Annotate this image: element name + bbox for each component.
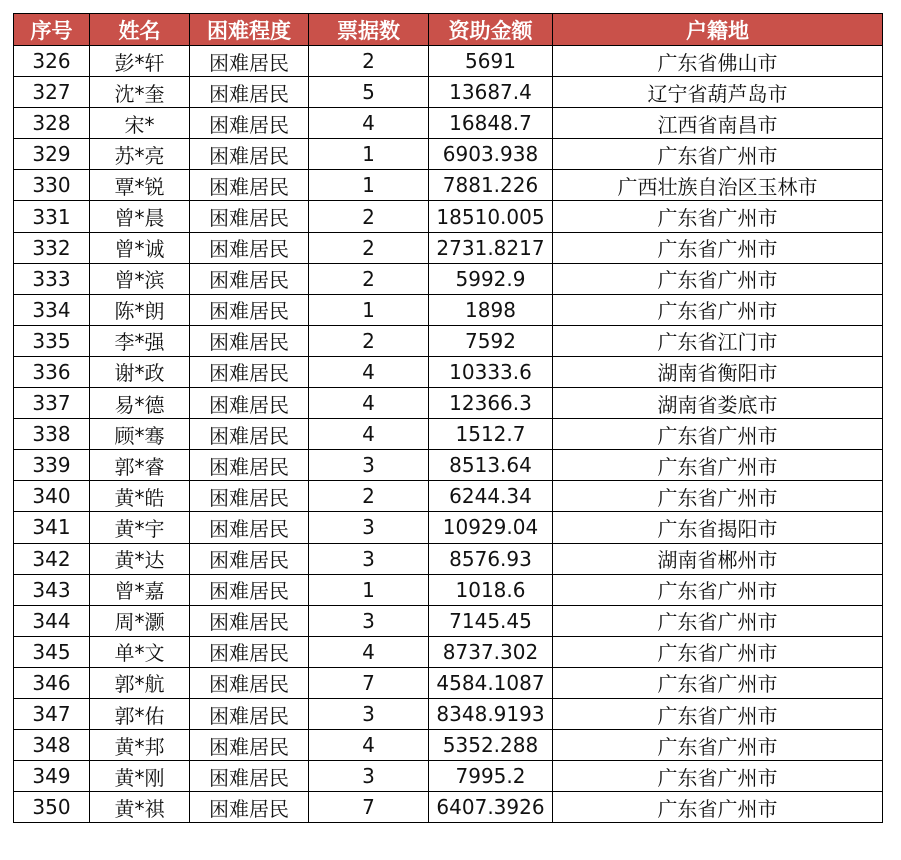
aid-amount-cell: 16848.7 bbox=[429, 108, 553, 139]
aid-amount-cell: 2731.8217 bbox=[429, 232, 553, 263]
table-row bbox=[14, 667, 883, 698]
serial-number-cell: 344 bbox=[14, 605, 90, 636]
receipt-count-cell: 1 bbox=[309, 139, 429, 170]
hardship-level-cell: 困难居民 bbox=[190, 450, 309, 481]
aid-amount-cell: 5691 bbox=[429, 46, 553, 77]
table-row bbox=[14, 419, 883, 450]
name-cell: 郭*航 bbox=[90, 667, 190, 698]
receipt-count-cell: 2 bbox=[309, 232, 429, 263]
header-serial-number: 序号 bbox=[14, 14, 90, 46]
aid-amount-cell: 8576.93 bbox=[429, 543, 553, 574]
aid-amount-cell: 1018.6 bbox=[429, 574, 553, 605]
header-aid-amount: 资助金额 bbox=[429, 14, 553, 46]
table-row bbox=[14, 388, 883, 419]
hardship-level-cell: 困难居民 bbox=[190, 419, 309, 450]
hardship-level-cell: 困难居民 bbox=[190, 356, 309, 387]
aid-amount-cell: 5992.9 bbox=[429, 263, 553, 294]
hardship-level-cell: 困难居民 bbox=[190, 512, 309, 543]
receipt-count-cell: 7 bbox=[309, 667, 429, 698]
serial-number-cell: 330 bbox=[14, 170, 90, 201]
receipt-count-cell: 2 bbox=[309, 201, 429, 232]
table-row bbox=[14, 512, 883, 543]
household-registration-cell: 湖南省郴州市 bbox=[553, 543, 883, 574]
table-row bbox=[14, 761, 883, 792]
aid-amount-cell: 4584.1087 bbox=[429, 667, 553, 698]
table-row bbox=[14, 481, 883, 512]
header-name: 姓名 bbox=[90, 14, 190, 46]
header-household-registration: 户籍地 bbox=[553, 14, 883, 46]
receipt-count-cell: 2 bbox=[309, 46, 429, 77]
name-cell: 黄*祺 bbox=[90, 792, 190, 823]
name-cell: 谢*政 bbox=[90, 356, 190, 387]
serial-number-cell: 338 bbox=[14, 419, 90, 450]
table-header bbox=[14, 14, 883, 46]
name-cell: 周*灏 bbox=[90, 605, 190, 636]
hardship-level-cell: 困难居民 bbox=[190, 543, 309, 574]
aid-amount-cell: 8513.64 bbox=[429, 450, 553, 481]
hardship-level-cell: 困难居民 bbox=[190, 170, 309, 201]
name-cell: 黄*达 bbox=[90, 543, 190, 574]
household-registration-cell: 广西壮族自治区玉林市 bbox=[553, 170, 883, 201]
aid-amount-cell: 8348.9193 bbox=[429, 698, 553, 729]
serial-number-cell: 327 bbox=[14, 77, 90, 108]
aid-recipient-table bbox=[13, 13, 883, 823]
table-row bbox=[14, 170, 883, 201]
receipt-count-cell: 2 bbox=[309, 325, 429, 356]
receipt-count-cell: 4 bbox=[309, 356, 429, 387]
receipt-count-cell: 3 bbox=[309, 761, 429, 792]
table-body bbox=[14, 46, 883, 823]
household-registration-cell: 广东省广州市 bbox=[553, 605, 883, 636]
receipt-count-cell: 3 bbox=[309, 698, 429, 729]
header-hardship-level: 困难程度 bbox=[190, 14, 309, 46]
aid-amount-cell: 7145.45 bbox=[429, 605, 553, 636]
receipt-count-cell: 4 bbox=[309, 419, 429, 450]
name-cell: 覃*锐 bbox=[90, 170, 190, 201]
name-cell: 黄*皓 bbox=[90, 481, 190, 512]
household-registration-cell: 辽宁省葫芦岛市 bbox=[553, 77, 883, 108]
name-cell: 彭*轩 bbox=[90, 46, 190, 77]
hardship-level-cell: 困难居民 bbox=[190, 388, 309, 419]
hardship-level-cell: 困难居民 bbox=[190, 481, 309, 512]
hardship-level-cell: 困难居民 bbox=[190, 232, 309, 263]
name-cell: 单*文 bbox=[90, 636, 190, 667]
hardship-level-cell: 困难居民 bbox=[190, 139, 309, 170]
table-row bbox=[14, 325, 883, 356]
aid-amount-cell: 7995.2 bbox=[429, 761, 553, 792]
aid-amount-cell: 10929.04 bbox=[429, 512, 553, 543]
name-cell: 曾*诚 bbox=[90, 232, 190, 263]
name-cell: 宋* bbox=[90, 108, 190, 139]
table-row bbox=[14, 356, 883, 387]
receipt-count-cell: 1 bbox=[309, 294, 429, 325]
hardship-level-cell: 困难居民 bbox=[190, 46, 309, 77]
household-registration-cell: 广东省广州市 bbox=[553, 698, 883, 729]
aid-amount-cell: 7592 bbox=[429, 325, 553, 356]
household-registration-cell: 广东省广州市 bbox=[553, 667, 883, 698]
serial-number-cell: 341 bbox=[14, 512, 90, 543]
table-row bbox=[14, 543, 883, 574]
receipt-count-cell: 5 bbox=[309, 77, 429, 108]
receipt-count-cell: 3 bbox=[309, 605, 429, 636]
receipt-count-cell: 7 bbox=[309, 792, 429, 823]
aid-amount-cell: 12366.3 bbox=[429, 388, 553, 419]
serial-number-cell: 343 bbox=[14, 574, 90, 605]
serial-number-cell: 337 bbox=[14, 388, 90, 419]
hardship-level-cell: 困难居民 bbox=[190, 792, 309, 823]
receipt-count-cell: 1 bbox=[309, 574, 429, 605]
household-registration-cell: 广东省广州市 bbox=[553, 294, 883, 325]
name-cell: 曾*嘉 bbox=[90, 574, 190, 605]
name-cell: 易*德 bbox=[90, 388, 190, 419]
receipt-count-cell: 4 bbox=[309, 388, 429, 419]
serial-number-cell: 346 bbox=[14, 667, 90, 698]
serial-number-cell: 335 bbox=[14, 325, 90, 356]
aid-amount-cell: 10333.6 bbox=[429, 356, 553, 387]
table-row bbox=[14, 77, 883, 108]
table-row bbox=[14, 263, 883, 294]
aid-amount-cell: 1898 bbox=[429, 294, 553, 325]
household-registration-cell: 广东省广州市 bbox=[553, 450, 883, 481]
household-registration-cell: 湖南省娄底市 bbox=[553, 388, 883, 419]
name-cell: 黄*邦 bbox=[90, 730, 190, 761]
hardship-level-cell: 困难居民 bbox=[190, 698, 309, 729]
household-registration-cell: 广东省佛山市 bbox=[553, 46, 883, 77]
aid-amount-cell: 8737.302 bbox=[429, 636, 553, 667]
serial-number-cell: 349 bbox=[14, 761, 90, 792]
name-cell: 顾*骞 bbox=[90, 419, 190, 450]
serial-number-cell: 342 bbox=[14, 543, 90, 574]
name-cell: 黄*宇 bbox=[90, 512, 190, 543]
hardship-level-cell: 困难居民 bbox=[190, 761, 309, 792]
serial-number-cell: 339 bbox=[14, 450, 90, 481]
aid-amount-cell: 18510.005 bbox=[429, 201, 553, 232]
table-row bbox=[14, 46, 883, 77]
name-cell: 曾*滨 bbox=[90, 263, 190, 294]
aid-amount-cell: 6903.938 bbox=[429, 139, 553, 170]
header-row bbox=[14, 14, 883, 46]
aid-amount-cell: 6244.34 bbox=[429, 481, 553, 512]
table-row bbox=[14, 730, 883, 761]
table-row bbox=[14, 698, 883, 729]
hardship-level-cell: 困难居民 bbox=[190, 667, 309, 698]
serial-number-cell: 326 bbox=[14, 46, 90, 77]
table-row bbox=[14, 139, 883, 170]
hardship-level-cell: 困难居民 bbox=[190, 201, 309, 232]
receipt-count-cell: 2 bbox=[309, 263, 429, 294]
household-registration-cell: 广东省广州市 bbox=[553, 636, 883, 667]
name-cell: 陈*朗 bbox=[90, 294, 190, 325]
hardship-level-cell: 困难居民 bbox=[190, 325, 309, 356]
serial-number-cell: 348 bbox=[14, 730, 90, 761]
household-registration-cell: 广东省广州市 bbox=[553, 481, 883, 512]
aid-amount-cell: 6407.3926 bbox=[429, 792, 553, 823]
serial-number-cell: 329 bbox=[14, 139, 90, 170]
household-registration-cell: 广东省广州市 bbox=[553, 761, 883, 792]
hardship-level-cell: 困难居民 bbox=[190, 77, 309, 108]
name-cell: 苏*亮 bbox=[90, 139, 190, 170]
household-registration-cell: 广东省广州市 bbox=[553, 792, 883, 823]
household-registration-cell: 广东省江门市 bbox=[553, 325, 883, 356]
serial-number-cell: 336 bbox=[14, 356, 90, 387]
table-row bbox=[14, 574, 883, 605]
serial-number-cell: 328 bbox=[14, 108, 90, 139]
hardship-level-cell: 困难居民 bbox=[190, 263, 309, 294]
name-cell: 曾*晨 bbox=[90, 201, 190, 232]
header-receipt-count: 票据数 bbox=[309, 14, 429, 46]
name-cell: 郭*佑 bbox=[90, 698, 190, 729]
receipt-count-cell: 3 bbox=[309, 512, 429, 543]
receipt-count-cell: 3 bbox=[309, 543, 429, 574]
aid-amount-cell: 1512.7 bbox=[429, 419, 553, 450]
table-row bbox=[14, 636, 883, 667]
table-row bbox=[14, 792, 883, 823]
hardship-level-cell: 困难居民 bbox=[190, 108, 309, 139]
name-cell: 郭*睿 bbox=[90, 450, 190, 481]
serial-number-cell: 331 bbox=[14, 201, 90, 232]
table-row bbox=[14, 232, 883, 263]
serial-number-cell: 333 bbox=[14, 263, 90, 294]
household-registration-cell: 广东省广州市 bbox=[553, 419, 883, 450]
household-registration-cell: 广东省广州市 bbox=[553, 139, 883, 170]
receipt-count-cell: 1 bbox=[309, 170, 429, 201]
name-cell: 沈*奎 bbox=[90, 77, 190, 108]
serial-number-cell: 332 bbox=[14, 232, 90, 263]
hardship-level-cell: 困难居民 bbox=[190, 294, 309, 325]
receipt-count-cell: 3 bbox=[309, 450, 429, 481]
receipt-count-cell: 4 bbox=[309, 636, 429, 667]
table-row bbox=[14, 201, 883, 232]
serial-number-cell: 340 bbox=[14, 481, 90, 512]
aid-amount-cell: 13687.4 bbox=[429, 77, 553, 108]
name-cell: 黄*刚 bbox=[90, 761, 190, 792]
household-registration-cell: 广东省广州市 bbox=[553, 730, 883, 761]
hardship-level-cell: 困难居民 bbox=[190, 730, 309, 761]
household-registration-cell: 广东省广州市 bbox=[553, 232, 883, 263]
name-cell: 李*强 bbox=[90, 325, 190, 356]
household-registration-cell: 广东省广州市 bbox=[553, 201, 883, 232]
table-row bbox=[14, 108, 883, 139]
receipt-count-cell: 4 bbox=[309, 108, 429, 139]
household-registration-cell: 江西省南昌市 bbox=[553, 108, 883, 139]
serial-number-cell: 347 bbox=[14, 698, 90, 729]
serial-number-cell: 334 bbox=[14, 294, 90, 325]
table-row bbox=[14, 294, 883, 325]
hardship-level-cell: 困难居民 bbox=[190, 605, 309, 636]
serial-number-cell: 345 bbox=[14, 636, 90, 667]
receipt-count-cell: 2 bbox=[309, 481, 429, 512]
household-registration-cell: 广东省揭阳市 bbox=[553, 512, 883, 543]
household-registration-cell: 广东省广州市 bbox=[553, 263, 883, 294]
serial-number-cell: 350 bbox=[14, 792, 90, 823]
aid-amount-cell: 5352.288 bbox=[429, 730, 553, 761]
aid-amount-cell: 7881.226 bbox=[429, 170, 553, 201]
table-row bbox=[14, 605, 883, 636]
hardship-level-cell: 困难居民 bbox=[190, 636, 309, 667]
table-row bbox=[14, 450, 883, 481]
household-registration-cell: 广东省广州市 bbox=[553, 574, 883, 605]
hardship-level-cell: 困难居民 bbox=[190, 574, 309, 605]
household-registration-cell: 湖南省衡阳市 bbox=[553, 356, 883, 387]
receipt-count-cell: 4 bbox=[309, 730, 429, 761]
